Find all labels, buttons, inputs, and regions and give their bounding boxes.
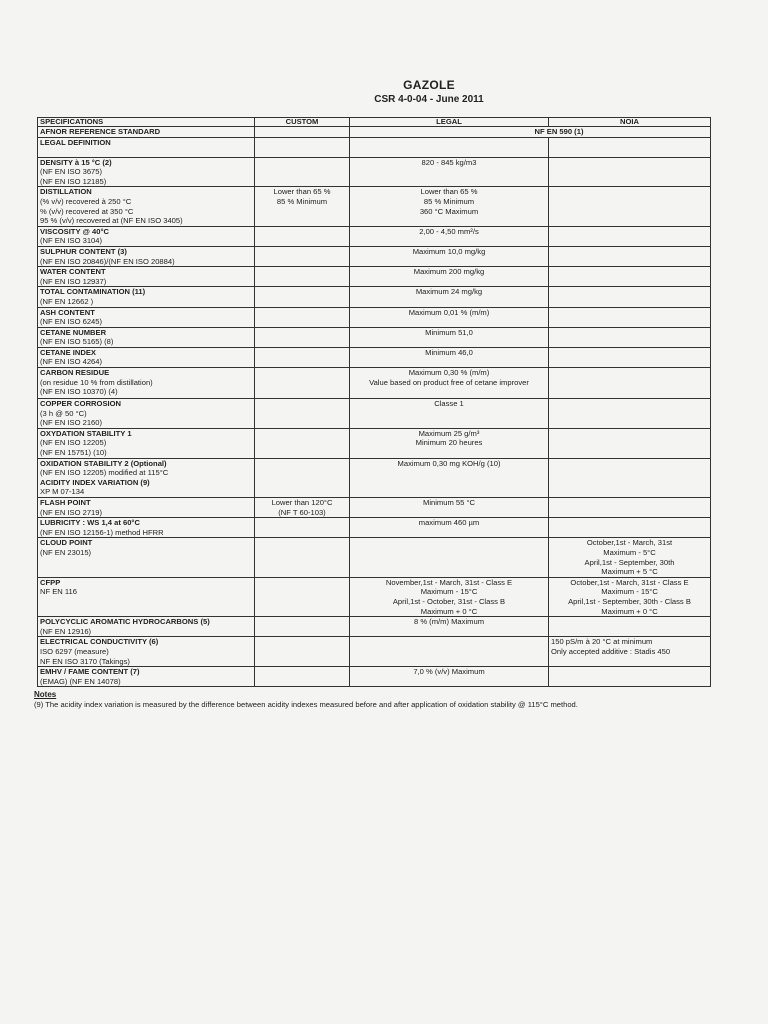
header-custom: CUSTOM xyxy=(255,118,350,127)
spec-line: (NF EN ISO 12185) xyxy=(40,176,107,186)
spec-line: LUBRICITY : WS 1,4 at 60°C xyxy=(40,518,140,528)
spec-line: CFPP xyxy=(40,577,61,587)
legal-line: Maximum 0,30 % (m/m) xyxy=(408,368,490,378)
noia-cell xyxy=(549,518,711,538)
spec-line: DISTILLATION xyxy=(40,187,92,197)
legal-cell xyxy=(350,287,549,307)
spec-line: WATER CONTENT xyxy=(40,267,106,277)
custom-line: 85 % Minimum xyxy=(276,196,328,206)
spec-line: OXIDATION STABILITY 2 (Optional) xyxy=(40,458,167,468)
spec-line: EMHV / FAME CONTENT (7) xyxy=(40,667,140,677)
legal-line: 7,0 % (v/v) Maximum xyxy=(413,667,485,677)
header-noia: NOIA xyxy=(549,118,711,127)
spec-line: CETANE NUMBER xyxy=(40,327,107,337)
spec-row-oxidation-2 xyxy=(38,458,711,497)
custom-cell xyxy=(255,538,350,577)
header-legal: LEGAL xyxy=(350,118,549,127)
spec-line: (NF EN ISO 12205) modified at 115°C xyxy=(40,468,169,478)
spec-line: (NF EN 12916) xyxy=(40,626,92,636)
legal-cell xyxy=(350,226,549,246)
custom-line: (NF T 60-103) xyxy=(278,507,326,517)
custom-line: Lower than 65 % xyxy=(273,187,331,197)
custom-cell xyxy=(255,498,350,518)
legal-line: 820 - 845 kg/m3 xyxy=(421,157,477,167)
spec-line: NF EN ISO 3170 (Takings) xyxy=(40,656,130,666)
legal-definition-row xyxy=(38,137,711,157)
legal-line: Minimum 20 heures xyxy=(415,438,483,448)
noia-cell xyxy=(549,458,711,497)
spec-row-fame xyxy=(38,667,711,687)
legal-line: Maximum 0,30 mg KOH/g (10) xyxy=(397,458,501,468)
custom-cell xyxy=(255,327,350,347)
legal-cell xyxy=(350,637,549,667)
spec-row-lubricity xyxy=(38,518,711,538)
noia-cell xyxy=(549,428,711,458)
spec-line: (NF EN 15751) (10) xyxy=(40,448,107,458)
legal-cell xyxy=(350,157,549,187)
noia-line: 150 pS/m à 20 °C at minimum xyxy=(551,637,653,647)
spec-row-ash xyxy=(38,307,711,327)
legal-line: Maximum 24 mg/kg xyxy=(415,287,483,297)
spec-line: ISO 6297 (measure) xyxy=(40,646,109,656)
spec-row-cloud-point xyxy=(38,538,711,577)
spec-row-water xyxy=(38,267,711,287)
specification-table xyxy=(37,117,711,687)
spec-line: (3 h @ 50 °C) xyxy=(40,408,87,418)
spec-line: (NF EN ISO 12937) xyxy=(40,276,107,286)
custom-cell xyxy=(255,518,350,538)
spec-line: (NF EN ISO 20846)/(NF EN ISO 20884) xyxy=(40,256,175,266)
noia-cell xyxy=(549,157,711,187)
afnor-value: NF EN 590 (1) xyxy=(350,127,711,138)
spec-cell xyxy=(38,428,255,458)
noia-cell xyxy=(549,187,711,226)
noia-cell xyxy=(549,538,711,577)
custom-cell xyxy=(255,187,350,226)
spec-cell xyxy=(38,187,255,226)
legal-cell xyxy=(350,518,549,538)
legal-cell xyxy=(350,617,549,637)
legal-line: Maximum 200 mg/kg xyxy=(413,267,485,277)
spec-row-distillation xyxy=(38,187,711,226)
noia-cell xyxy=(549,667,711,687)
noia-line: Maximum + 0 °C xyxy=(601,606,658,616)
noia-cell xyxy=(549,577,711,616)
spec-row-cetane-index xyxy=(38,347,711,367)
spec-line: DENSITY à 15 °C (2) xyxy=(40,157,112,167)
spec-line: SULPHUR CONTENT (3) xyxy=(40,246,127,256)
legal-cell xyxy=(350,498,549,518)
legal-line: 360 °C Maximum xyxy=(419,206,479,216)
custom-cell xyxy=(255,157,350,187)
noia-cell xyxy=(549,637,711,667)
spec-line: (NF EN ISO 6245) xyxy=(40,317,103,327)
notes-section xyxy=(34,690,734,710)
legal-line: 85 % Minimum xyxy=(423,196,475,206)
spec-line: CLOUD POINT xyxy=(40,538,93,548)
spec-row-cfpp xyxy=(38,577,711,616)
spec-line: % (v/v) recovered at 350 °C xyxy=(40,206,134,216)
spec-row-oxydation-1 xyxy=(38,428,711,458)
spec-line: OXYDATION STABILITY 1 xyxy=(40,428,132,438)
noia-line: October,1st - March, 31st xyxy=(586,538,673,548)
noia-cell xyxy=(549,617,711,637)
spec-row-viscosity xyxy=(38,226,711,246)
spec-cell xyxy=(38,667,255,687)
spec-cell xyxy=(38,226,255,246)
noia-cell xyxy=(549,226,711,246)
spec-line: POLYCYCLIC AROMATIC HYDROCARBONS (5) xyxy=(40,617,210,627)
spec-cell xyxy=(38,327,255,347)
spec-line: COPPER CORROSION xyxy=(40,399,122,409)
legal-line: Maximum 0,01 % (m/m) xyxy=(408,307,490,317)
notes-title: Notes xyxy=(34,690,57,699)
spec-line: (NF EN ISO 2719) xyxy=(40,507,103,517)
legal-cell xyxy=(350,347,549,367)
noia-line: Only accepted additive : Stadis 450 xyxy=(551,646,671,656)
noia-cell xyxy=(549,246,711,266)
spec-line: (NF EN 23015) xyxy=(40,547,92,557)
spec-row-flash-point xyxy=(38,498,711,518)
spec-line: (NF EN ISO 3675) xyxy=(40,167,103,177)
spec-line: (NF EN ISO 10370) (4) xyxy=(40,387,118,397)
spec-cell xyxy=(38,399,255,429)
spec-line: (NF EN ISO 12205) xyxy=(40,438,107,448)
spec-line: (NF EN ISO 4264) xyxy=(40,357,103,367)
legal-line: April,1st - October, 31st - Class B xyxy=(392,596,506,606)
spec-cell xyxy=(38,617,255,637)
legal-definition-label: LEGAL DEFINITION xyxy=(38,137,255,157)
spec-cell xyxy=(38,347,255,367)
noia-cell xyxy=(549,399,711,429)
legal-line: Value based on product free of cetane improver xyxy=(369,377,529,387)
legal-line: Maximum 10,0 mg/kg xyxy=(412,246,486,256)
spec-line: FLASH POINT xyxy=(40,498,91,507)
legal-line: 8 % (m/m) Maximum xyxy=(413,617,485,627)
spec-line: NF EN 116 xyxy=(40,587,77,597)
custom-cell xyxy=(255,428,350,458)
legal-cell xyxy=(350,327,549,347)
spec-cell xyxy=(38,307,255,327)
spec-row-cetane-number xyxy=(38,327,711,347)
spec-row-density xyxy=(38,157,711,187)
noia-line: Maximum + 5 °C xyxy=(601,567,658,577)
spec-cell xyxy=(38,518,255,538)
spec-line: CARBON RESIDUE xyxy=(40,368,110,378)
spec-cell xyxy=(38,577,255,616)
custom-cell xyxy=(255,226,350,246)
legal-line: Minimum 51,0 xyxy=(425,327,473,337)
custom-cell xyxy=(255,637,350,667)
custom-cell xyxy=(255,246,350,266)
noia-line: April,1st - September, 30th xyxy=(584,557,675,567)
noia-cell xyxy=(549,267,711,287)
legal-line: maximum 460 µm xyxy=(418,518,480,528)
legal-line: Classe 1 xyxy=(434,399,464,409)
spec-row-sulphur xyxy=(38,246,711,266)
noia-line: Maximum - 5°C xyxy=(603,547,656,557)
spec-row-copper-corrosion xyxy=(38,399,711,429)
spec-line: TOTAL CONTAMINATION (11) xyxy=(40,287,146,297)
custom-line: Lower than 120°C xyxy=(271,498,333,507)
document-title: GAZOLE xyxy=(403,78,455,92)
spec-line: VISCOSITY @ 40°C xyxy=(40,226,109,236)
spec-line: (NF EN ISO 12156-1) method HFRR xyxy=(40,527,164,537)
spec-line: ELECTRICAL CONDUCTIVITY (6) xyxy=(40,637,159,647)
legal-cell xyxy=(350,246,549,266)
legal-line: Lower than 65 % xyxy=(420,187,478,197)
custom-cell xyxy=(255,368,350,399)
noia-line: Maximum - 15°C xyxy=(601,587,658,597)
spec-line: ACIDITY INDEX VARIATION (9) xyxy=(40,477,150,487)
spec-line: ASH CONTENT xyxy=(40,307,95,317)
noia-line: October,1st - March, 31st - Class E xyxy=(570,577,689,587)
legal-line: Minimum 55 °C xyxy=(423,498,475,507)
custom-cell xyxy=(255,399,350,429)
spec-cell xyxy=(38,498,255,518)
legal-cell xyxy=(350,267,549,287)
noia-cell xyxy=(549,327,711,347)
custom-cell xyxy=(255,347,350,367)
spec-row-pah xyxy=(38,617,711,637)
spec-cell xyxy=(38,287,255,307)
noia-line: April,1st - September, 30th - Class B xyxy=(568,596,691,606)
custom-cell xyxy=(255,617,350,637)
legal-line: November,1st - March, 31st - Class E xyxy=(385,577,513,587)
legal-cell xyxy=(350,368,549,399)
document-subtitle: CSR 4-0-04 - June 2011 xyxy=(374,94,484,105)
afnor-label: AFNOR REFERENCE STANDARD xyxy=(38,127,255,138)
spec-line: CETANE INDEX xyxy=(40,347,96,357)
afnor-row xyxy=(38,127,711,138)
table-header-row xyxy=(38,118,711,127)
spec-line: (NF EN ISO 5165) (8) xyxy=(40,337,114,347)
spec-row-carbon-residue xyxy=(38,368,711,399)
spec-cell xyxy=(38,538,255,577)
noia-cell xyxy=(549,347,711,367)
spec-cell xyxy=(38,458,255,497)
noia-cell xyxy=(549,368,711,399)
custom-cell xyxy=(255,287,350,307)
header-specifications: SPECIFICATIONS xyxy=(38,118,255,127)
custom-cell xyxy=(255,577,350,616)
legal-line: Minimum 46,0 xyxy=(425,347,473,357)
spec-line: (EMAG) (NF EN 14078) xyxy=(40,676,121,686)
legal-cell xyxy=(350,667,549,687)
legal-line: Maximum + 0 °C xyxy=(420,606,478,616)
note-item: (9) The acidity index variation is measured by the difference between acidity indexes measured before and after application of oxidation stability @ 115°C method. xyxy=(34,700,578,709)
legal-cell xyxy=(350,428,549,458)
legal-cell xyxy=(350,399,549,429)
custom-cell xyxy=(255,307,350,327)
noia-cell xyxy=(549,287,711,307)
spec-line: (% v/v) recovered à 250 °C xyxy=(40,196,132,206)
legal-line: 2,00 - 4,50 mm²/s xyxy=(419,226,479,236)
spec-cell xyxy=(38,246,255,266)
noia-cell xyxy=(549,307,711,327)
spec-cell xyxy=(38,157,255,187)
noia-cell xyxy=(549,498,711,518)
spec-row-contamination xyxy=(38,287,711,307)
spec-line: (NF EN ISO 3104) xyxy=(40,236,103,246)
legal-cell xyxy=(350,577,549,616)
custom-cell xyxy=(255,267,350,287)
spec-line: (NF EN ISO 2160) xyxy=(40,418,103,428)
spec-line: XP M 07-134 xyxy=(40,487,85,497)
spec-cell xyxy=(38,368,255,399)
legal-line: Maximum - 15°C xyxy=(420,587,478,597)
custom-cell xyxy=(255,667,350,687)
spec-line: 95 % (v/v) recovered at (NF EN ISO 3405) xyxy=(40,216,183,226)
legal-line: Maximum 25 g/m³ xyxy=(418,428,480,438)
spec-row-conductivity xyxy=(38,637,711,667)
spec-cell xyxy=(38,637,255,667)
spec-line: (on residue 10 % from distillation) xyxy=(40,377,153,387)
legal-cell xyxy=(350,538,549,577)
spec-cell xyxy=(38,267,255,287)
legal-cell xyxy=(350,458,549,497)
custom-cell xyxy=(255,458,350,497)
spec-line: (NF EN 12662 ) xyxy=(40,296,94,306)
legal-cell xyxy=(350,187,549,226)
legal-cell xyxy=(350,307,549,327)
